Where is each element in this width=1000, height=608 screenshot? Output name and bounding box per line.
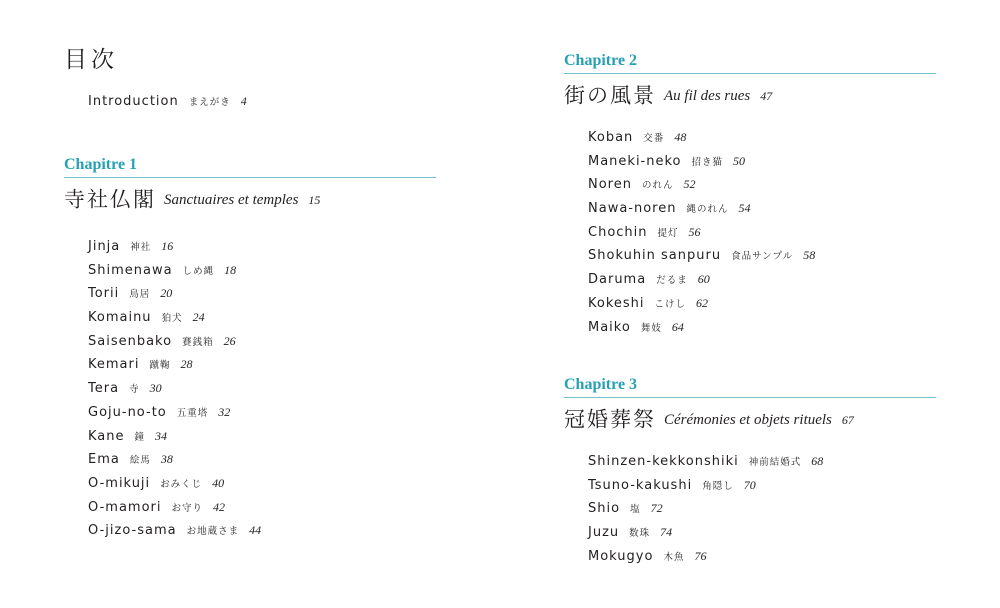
entry-page: 26: [223, 333, 236, 348]
entry-page: 20: [160, 286, 173, 301]
entry-roman: Kemari: [88, 357, 140, 373]
entry-japanese: のれん: [641, 180, 674, 192]
entry-page: 18: [224, 262, 237, 277]
entry-roman: O-mamori: [88, 499, 162, 515]
entry-japanese: 寺: [129, 384, 140, 396]
entry-japanese: 食品サンプル: [731, 251, 794, 263]
entry-roman: Tera: [88, 381, 120, 397]
entry-roman: Nawa-noren: [588, 201, 677, 217]
entry-japanese: 数珠: [629, 528, 651, 540]
entry-japanese: 神前結婚式: [748, 457, 802, 468]
entry-list: [64, 233, 436, 541]
chapter-label: Chapitre 3: [564, 374, 936, 398]
toc-entry[interactable]: [88, 257, 436, 281]
entry-roman: Shokuhin sanpuru: [588, 248, 722, 264]
entry-roman: Koban: [588, 130, 634, 145]
entry-japanese: 神社: [130, 242, 152, 253]
entry-roman: Kane: [88, 428, 125, 444]
toc-entry[interactable]: [88, 470, 436, 494]
entry-japanese: 蹴鞠: [149, 360, 171, 372]
entry-japanese: 舞妓: [640, 322, 662, 334]
chapter-page: 15: [308, 192, 321, 207]
entry-list: [564, 124, 936, 337]
entry-page: 44: [249, 523, 262, 538]
entry-page: 64: [671, 319, 684, 334]
chapter-3: [564, 374, 936, 566]
toc-entry[interactable]: [588, 314, 936, 338]
entry-page: 52: [683, 177, 696, 192]
entry-roman: Saisenbako: [88, 333, 173, 349]
chapter-label: Chapitre 1: [64, 154, 436, 178]
chapter-heading[interactable]: [64, 183, 436, 215]
entry-roman: Torii: [88, 286, 120, 302]
entry-page: 30: [149, 381, 162, 396]
entry-page: 54: [738, 201, 751, 216]
entry-roman: Komainu: [88, 310, 152, 326]
toc-entry[interactable]: [88, 494, 436, 518]
chapter-1: [64, 154, 436, 541]
toc-entry[interactable]: [588, 171, 936, 195]
toc-entry[interactable]: [588, 543, 936, 567]
entry-japanese: 招き猫: [691, 156, 724, 168]
entry-japanese: 縄のれん: [686, 204, 729, 216]
toc-entry[interactable]: [588, 519, 936, 543]
entry-roman: Ema: [88, 452, 120, 468]
entry-japanese: 塩: [630, 504, 641, 516]
toc-entry[interactable]: [588, 290, 936, 314]
entry-roman: Tsuno-kakushi: [588, 477, 693, 493]
entry-page: 68: [811, 454, 824, 468]
toc-entry[interactable]: [88, 351, 436, 375]
toc-title: 目次: [64, 47, 118, 73]
entry-japanese: まえがき: [188, 97, 231, 108]
entry-roman: Kokeshi: [588, 295, 645, 311]
entry-page: 70: [743, 477, 756, 492]
chapter-french-title: Sanctuaires et temples: [164, 191, 299, 208]
entry-roman: Shimenawa: [88, 262, 173, 278]
entry-list: [564, 448, 936, 566]
entry-page: 28: [180, 357, 193, 372]
left-column: [64, 44, 436, 541]
chapter-heading[interactable]: [564, 403, 936, 435]
toc-entry[interactable]: [88, 233, 436, 257]
chapter-heading[interactable]: [564, 79, 936, 111]
entry-roman: Introduction: [88, 94, 179, 109]
entry-roman: Mokugyo: [588, 548, 654, 564]
entry-roman: Shinzen-kekkonshiki: [588, 454, 739, 469]
chapter-japanese-title: 冠婚葬祭: [564, 407, 656, 432]
entry-japanese: 鳥居: [129, 289, 151, 301]
entry-japanese: お守り: [171, 502, 204, 514]
chapter-japanese-title: 街の風景: [564, 83, 656, 108]
entry-roman: Chochin: [588, 224, 648, 240]
toc-entry[interactable]: [588, 448, 936, 472]
entry-roman: Juzu: [588, 525, 620, 541]
entry-japanese: お地蔵さま: [186, 526, 240, 538]
toc-entry[interactable]: [88, 304, 436, 328]
entry-page: 32: [218, 404, 231, 419]
toc-entry[interactable]: [588, 148, 936, 172]
entry-page: 38: [160, 452, 173, 467]
entry-roman: O-jizo-sama: [88, 523, 177, 539]
toc-entry[interactable]: [88, 399, 436, 423]
entry-japanese: 交番: [643, 133, 665, 144]
entry-page: 24: [192, 310, 205, 325]
entry-page: 34: [155, 428, 168, 443]
chapter-page: 67: [841, 412, 854, 427]
entry-japanese: 提灯: [657, 227, 679, 239]
entry-roman: Daruma: [588, 272, 647, 288]
entry-page: 58: [803, 248, 816, 263]
toc-entry[interactable]: [88, 517, 436, 541]
entry-japanese: 木魚: [663, 551, 685, 563]
entry-page: 48: [674, 130, 687, 144]
entry-roman: Shio: [588, 501, 621, 517]
toc-entry[interactable]: [588, 242, 936, 266]
chapter-french-title: Au fil des rues: [664, 87, 751, 104]
entry-page: 50: [733, 153, 746, 168]
chapter-2: [564, 50, 936, 337]
entry-japanese: おみくじ: [160, 478, 203, 490]
entry-japanese: こけし: [654, 298, 687, 310]
chapter-label: Chapitre 2: [564, 50, 936, 74]
entry-page: 16: [161, 239, 174, 253]
right-column: [564, 50, 936, 564]
entry-page: 62: [696, 295, 709, 310]
toc-entry[interactable]: [88, 375, 436, 399]
entry-roman: Maneki-neko: [588, 153, 682, 169]
entry-page: 60: [697, 272, 710, 287]
toc-entry[interactable]: [588, 266, 936, 290]
entry-japanese: 角隠し: [702, 480, 734, 492]
entry-page: 56: [688, 224, 701, 239]
toc-entry[interactable]: [588, 219, 936, 243]
entry-japanese: しめ縄: [182, 265, 215, 277]
entry-roman: Jinja: [88, 239, 121, 254]
toc-entry[interactable]: [88, 328, 436, 352]
entry-page: 72: [650, 501, 663, 516]
entry-japanese: 鐘: [134, 431, 146, 443]
entry-japanese: 絵馬: [129, 455, 151, 467]
entry-roman: Noren: [588, 177, 632, 193]
entry-roman: Goju-no-to: [88, 404, 167, 420]
toc-entry-introduction[interactable]: [88, 88, 436, 112]
entry-page: 4: [240, 94, 247, 108]
entry-page: 76: [694, 548, 707, 563]
chapter-page: 47: [760, 88, 773, 103]
entry-page: 74: [660, 525, 673, 540]
toc-entry[interactable]: [588, 124, 936, 148]
toc-entry[interactable]: [588, 495, 936, 519]
entry-roman: O-mikuji: [88, 475, 151, 491]
toc-entry[interactable]: [88, 423, 436, 447]
entry-japanese: 賽銭箱: [182, 336, 214, 348]
entry-japanese: だるま: [656, 275, 688, 287]
chapter-japanese-title: 寺社仏閣: [64, 187, 156, 212]
chapter-french-title: Cérémonies et objets rituels: [664, 411, 832, 428]
entry-roman: Maiko: [588, 319, 631, 335]
toc-entry[interactable]: [88, 280, 436, 304]
toc-entry[interactable]: [588, 195, 936, 219]
toc-entry[interactable]: [588, 472, 936, 496]
entry-page: 42: [213, 499, 226, 514]
entry-japanese: 五重塔: [176, 407, 209, 419]
entry-japanese: 狛犬: [161, 313, 183, 325]
entry-page: 40: [212, 475, 225, 490]
toc-entry[interactable]: [88, 446, 436, 470]
